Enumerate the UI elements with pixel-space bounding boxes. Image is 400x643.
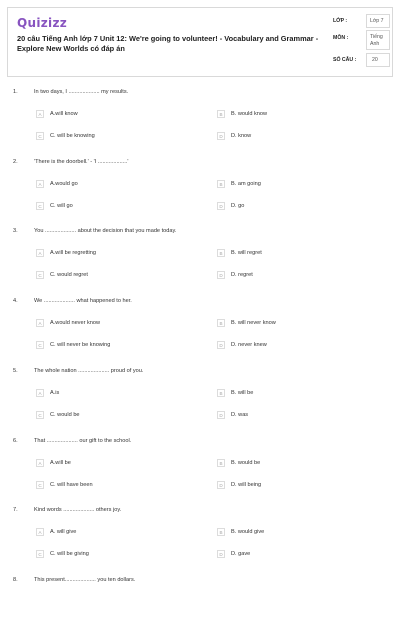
question-text: In two days, I .................... my results.: [34, 89, 129, 95]
option-letter-box: C: [36, 411, 44, 419]
question-text: This present.................... you ten dollars.: [34, 577, 136, 583]
option-letter-box: D: [217, 411, 225, 419]
question-number: 4.: [13, 298, 18, 304]
option-text: D. regret: [231, 272, 253, 278]
question-text: That .................... our gift to the school.: [34, 438, 132, 444]
option-text: A.would never know: [50, 320, 101, 326]
option-letter-box: C: [36, 550, 44, 558]
subject-value: Tiếng Anh: [370, 34, 383, 47]
option-letter-box: B: [217, 459, 225, 467]
worksheet-header: [7, 7, 393, 77]
grade-value: Lớp 7: [370, 18, 384, 24]
answer-option[interactable]: [36, 110, 186, 122]
answer-option[interactable]: [217, 319, 367, 331]
question-number: 7.: [13, 507, 18, 513]
answer-option[interactable]: [217, 528, 367, 540]
option-letter-box: A: [36, 319, 44, 327]
option-text: A. will give: [50, 529, 77, 535]
option-letter-box: C: [36, 202, 44, 210]
option-text: A.would go: [50, 181, 78, 187]
question-item: [0, 89, 400, 155]
option-letter-box: B: [217, 110, 225, 118]
answer-option[interactable]: [217, 550, 367, 562]
option-letter-box: B: [217, 319, 225, 327]
question-text: You .................... about the decision that you made today.: [34, 228, 177, 234]
answer-option[interactable]: [217, 110, 367, 122]
option-text: D. know: [231, 133, 252, 139]
question-item: [0, 228, 400, 294]
question-item: [0, 438, 400, 504]
question-item: [0, 298, 400, 364]
grade-label: LỚP :: [333, 18, 348, 24]
answer-option[interactable]: [36, 550, 186, 562]
option-text: D. never knew: [231, 342, 267, 348]
option-letter-box: C: [36, 481, 44, 489]
answer-option[interactable]: [36, 528, 186, 540]
option-letter-box: B: [217, 249, 225, 257]
answer-option[interactable]: [217, 389, 367, 401]
answer-option[interactable]: [36, 481, 186, 493]
option-text: C. will have been: [50, 482, 93, 488]
option-text: B. would give: [231, 529, 265, 535]
answer-option[interactable]: [36, 389, 186, 401]
answer-option[interactable]: [217, 249, 367, 261]
question-item: [0, 368, 400, 434]
option-text: C. will never be knowing: [50, 342, 111, 348]
option-text: C. will be knowing: [50, 133, 95, 139]
question-count-value: 20: [372, 57, 378, 63]
option-letter-box: A: [36, 249, 44, 257]
question-text: We .................... what happened to her.: [34, 298, 132, 304]
answer-option[interactable]: [217, 180, 367, 192]
option-text: B. will never know: [231, 320, 276, 326]
answer-option[interactable]: [217, 459, 367, 471]
option-text: B. will be: [231, 390, 254, 396]
option-letter-box: A: [36, 180, 44, 188]
question-number: 2.: [13, 159, 18, 165]
answer-option[interactable]: [36, 249, 186, 261]
option-text: B. am going: [231, 181, 261, 187]
answer-option[interactable]: [36, 319, 186, 331]
option-text: A.will be: [50, 460, 71, 466]
option-letter-box: C: [36, 271, 44, 279]
quizizz-logo: Quizizz: [17, 16, 68, 30]
option-letter-box: A: [36, 528, 44, 536]
question-item: [0, 507, 400, 573]
subject-label: MÔN :: [333, 35, 349, 41]
option-letter-box: D: [217, 481, 225, 489]
option-letter-box: B: [217, 389, 225, 397]
answer-option[interactable]: [36, 411, 186, 423]
option-letter-box: D: [217, 341, 225, 349]
option-letter-box: D: [217, 271, 225, 279]
option-text: C. would regret: [50, 272, 88, 278]
option-letter-box: B: [217, 180, 225, 188]
worksheet-title: 20 câu Tiếng Anh lớp 7 Unit 12: We're going to volunteer! - Vocabulary and Grammar - Explore New Worlds có đáp án: [17, 34, 319, 53]
option-letter-box: C: [36, 341, 44, 349]
question-text: The whole nation .................... proud of you.: [34, 368, 144, 374]
answer-option[interactable]: [217, 202, 367, 214]
answer-option[interactable]: [217, 132, 367, 144]
question-number: 8.: [13, 577, 18, 583]
option-letter-box: A: [36, 110, 44, 118]
option-text: C. will go: [50, 203, 73, 209]
answer-option[interactable]: [217, 411, 367, 423]
answer-option[interactable]: [36, 271, 186, 283]
option-text: B. will regret: [231, 250, 262, 256]
option-text: C. will be giving: [50, 551, 89, 557]
answer-option[interactable]: [36, 459, 186, 471]
question-item: [0, 577, 400, 643]
question-text: Kind words .................... others joy.: [34, 507, 122, 513]
question-text: 'There is the doorbell.' - 'I ...................': [34, 159, 129, 165]
question-number: 3.: [13, 228, 18, 234]
option-text: B. would be: [231, 460, 261, 466]
option-text: A.is: [50, 390, 60, 396]
subject-box: [366, 30, 390, 50]
grade-box: [366, 14, 390, 28]
option-text: B. would know: [231, 111, 268, 117]
question-item: [0, 159, 400, 225]
option-text: D. gave: [231, 551, 251, 557]
answer-option[interactable]: [36, 341, 186, 353]
option-letter-box: D: [217, 202, 225, 210]
answer-option[interactable]: [36, 132, 186, 144]
question-number: 1.: [13, 89, 18, 95]
question-count-label: SỐ CÂU :: [333, 57, 357, 63]
answer-option[interactable]: [217, 481, 367, 493]
option-text: C. would be: [50, 412, 80, 418]
option-text: D. will being: [231, 482, 262, 488]
question-number: 6.: [13, 438, 18, 444]
answer-option[interactable]: [36, 180, 186, 192]
option-letter-box: D: [217, 550, 225, 558]
option-text: D. was: [231, 412, 249, 418]
answer-option[interactable]: [36, 202, 186, 214]
option-text: A.will know: [50, 111, 78, 117]
option-letter-box: A: [36, 459, 44, 467]
option-letter-box: C: [36, 132, 44, 140]
question-count-box: [366, 53, 390, 67]
option-letter-box: A: [36, 389, 44, 397]
answer-option[interactable]: [217, 341, 367, 353]
question-number: 5.: [13, 368, 18, 374]
answer-option[interactable]: [217, 271, 367, 283]
option-text: D. go: [231, 203, 245, 209]
option-letter-box: D: [217, 132, 225, 140]
option-letter-box: B: [217, 528, 225, 536]
option-text: A.will be regretting: [50, 250, 97, 256]
